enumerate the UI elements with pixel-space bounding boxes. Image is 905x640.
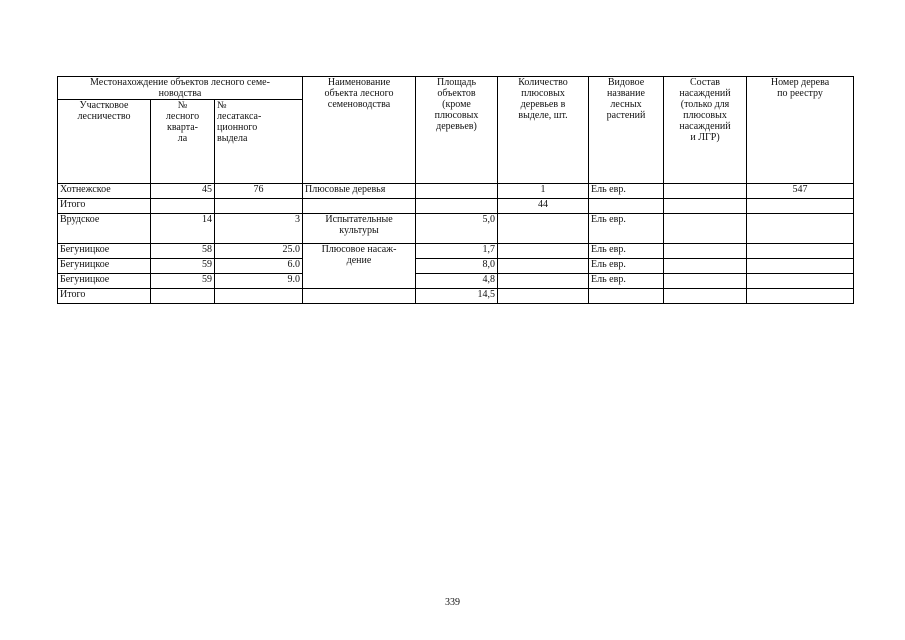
cell-registry [747,274,854,289]
cell-section [215,199,303,214]
header-registry-no: Номер дерева по реестру [747,77,854,184]
table-row [58,184,854,199]
cell-quarter [151,199,215,214]
cell-count [498,289,589,304]
cell-composition [664,289,747,304]
cell-forestry: Итого [58,199,151,214]
cell-quarter: 59 [151,259,215,274]
cell-area: 5,0 [416,214,498,244]
table-row [58,244,854,259]
cell-section: 9.0 [215,274,303,289]
cell-section: 6.0 [215,259,303,274]
header-area: Площадь объектов (кроме плюсовых деревьев) [416,77,498,184]
cell-count [498,214,589,244]
cell-forestry: Бегуницкое [58,259,151,274]
cell-registry [747,199,854,214]
cell-object [303,289,416,304]
cell-composition [664,244,747,259]
cell-forestry: Бегуницкое [58,274,151,289]
cell-area [416,199,498,214]
cell-forestry: Бегуницкое [58,244,151,259]
header-object-name: Наименование объекта лесного семеноводства [303,77,416,184]
cell-species: Ель евр. [589,184,664,199]
cell-area: 14,5 [416,289,498,304]
table-row [58,274,854,289]
cell-section: 3 [215,214,303,244]
cell-species: Ель евр. [589,214,664,244]
cell-section: 76 [215,184,303,199]
cell-forestry: Итого [58,289,151,304]
header-section-no: № лесатакса- ционного выдела [215,100,303,184]
cell-quarter [151,289,215,304]
cell-composition [664,199,747,214]
table-row [58,214,854,244]
cell-quarter: 59 [151,274,215,289]
cell-count: 1 [498,184,589,199]
cell-quarter: 58 [151,244,215,259]
cell-area: 1,7 [416,244,498,259]
cell-forestry: Хотнежское [58,184,151,199]
cell-section [215,289,303,304]
cell-registry: 547 [747,184,854,199]
cell-area [416,184,498,199]
cell-species [589,199,664,214]
cell-composition [664,259,747,274]
table-row [58,289,854,304]
cell-registry [747,244,854,259]
table-row [58,259,854,274]
cell-count: 44 [498,199,589,214]
cell-species: Ель евр. [589,244,664,259]
table-row [58,199,854,214]
cell-count [498,244,589,259]
seed-objects-table [57,76,854,304]
cell-object: Испытательные культуры [303,214,416,244]
page-number: 339 [445,597,460,608]
cell-species [589,289,664,304]
cell-registry [747,214,854,244]
cell-forestry: Врудское [58,214,151,244]
cell-registry [747,259,854,274]
cell-species: Ель евр. [589,274,664,289]
header-plus-count: Количество плюсовых деревьев в выделе, шт. [498,77,589,184]
cell-object: Плюсовое насаж- дение [303,244,416,289]
header-species: Видовое название лесных растений [589,77,664,184]
cell-object: Плюсовые деревья [303,184,416,199]
header-forestry: Участковое лесничество [58,100,151,184]
cell-quarter: 45 [151,184,215,199]
cell-object [303,199,416,214]
cell-registry [747,289,854,304]
header-composition: Состав насаждений (только для плюсовых насаждений и ЛГР) [664,77,747,184]
cell-section: 25.0 [215,244,303,259]
cell-area: 4,8 [416,274,498,289]
header-location-group: Местонахождение объектов лесного семе- новодства [58,77,303,100]
cell-composition [664,274,747,289]
cell-area: 8,0 [416,259,498,274]
header-quarter-no: № лесного кварта- ла [151,100,215,184]
cell-count [498,274,589,289]
cell-count [498,259,589,274]
cell-quarter: 14 [151,214,215,244]
cell-species: Ель евр. [589,259,664,274]
cell-composition [664,184,747,199]
cell-composition [664,214,747,244]
